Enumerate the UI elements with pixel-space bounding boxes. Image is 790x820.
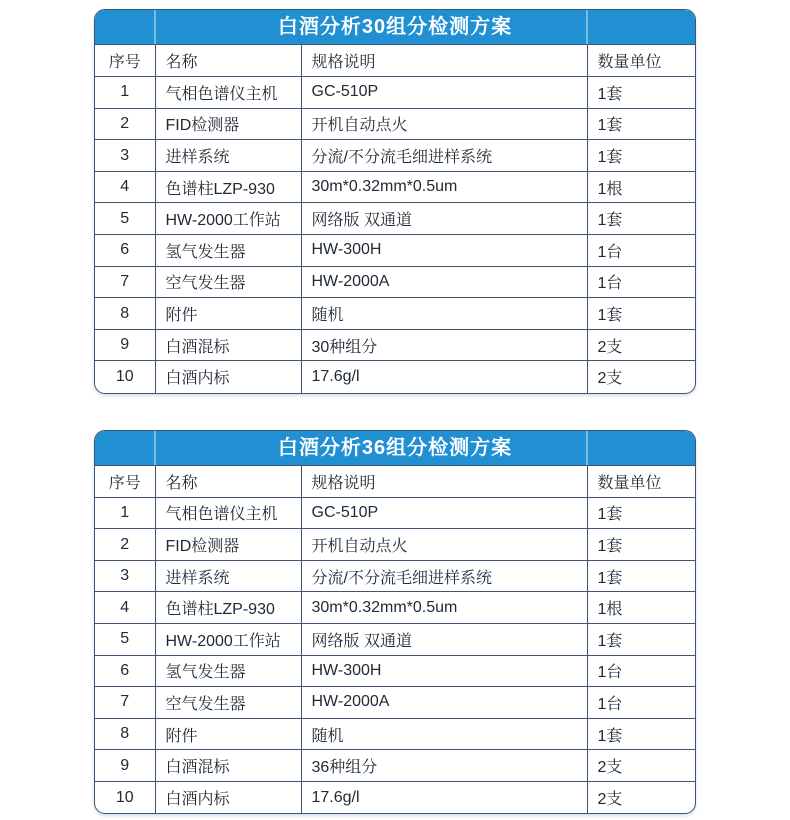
title-separator-line bbox=[586, 431, 588, 465]
table-row bbox=[95, 171, 696, 203]
table-cell: 进样系统 bbox=[155, 140, 301, 172]
table-cell: 4 bbox=[95, 171, 155, 203]
table-cell: FID检测器 bbox=[155, 529, 301, 561]
table-cell: 附件 bbox=[155, 298, 301, 330]
table-cell: 色谱柱LZP-930 bbox=[155, 592, 301, 624]
table-cell: 5 bbox=[95, 624, 155, 656]
table-row bbox=[95, 497, 696, 529]
column-header: 数量单位 bbox=[587, 466, 696, 498]
table-cell: 1台 bbox=[587, 655, 696, 687]
table-cell: 17.6g/l bbox=[301, 361, 587, 393]
table-cell: 4 bbox=[95, 592, 155, 624]
table-cell: 10 bbox=[95, 361, 155, 393]
table-cell: 气相色谱仪主机 bbox=[155, 497, 301, 529]
table-cell: 1台 bbox=[587, 266, 696, 298]
table-cell: 1套 bbox=[587, 529, 696, 561]
table-cell: 1套 bbox=[587, 77, 696, 109]
table-row bbox=[95, 77, 696, 109]
table-title: 白酒分析30组分检测方案 bbox=[277, 16, 513, 38]
table-cell: 2支 bbox=[587, 329, 696, 361]
table-cell: 7 bbox=[95, 687, 155, 719]
table-cell: FID检测器 bbox=[155, 108, 301, 140]
table-cell: 36种组分 bbox=[301, 750, 587, 782]
table-title-bar bbox=[95, 431, 695, 466]
table-cell: 空气发生器 bbox=[155, 266, 301, 298]
table-row bbox=[95, 108, 696, 140]
table-card-30-components bbox=[94, 9, 696, 394]
table-cell: 开机自动点火 bbox=[301, 529, 587, 561]
table-cell: 随机 bbox=[301, 298, 587, 330]
table-cell: 3 bbox=[95, 560, 155, 592]
table-row bbox=[95, 750, 696, 782]
table-row bbox=[95, 592, 696, 624]
table-cell: 1根 bbox=[587, 592, 696, 624]
table-row bbox=[95, 781, 696, 813]
table-cell: 2支 bbox=[587, 750, 696, 782]
table-cell: 网络版 双通道 bbox=[301, 624, 587, 656]
table-cell: 1套 bbox=[587, 497, 696, 529]
table-cell: 7 bbox=[95, 266, 155, 298]
table-cell: 1套 bbox=[587, 624, 696, 656]
column-header: 名称 bbox=[155, 466, 301, 498]
column-header: 序号 bbox=[95, 466, 155, 498]
table-card-36-components bbox=[94, 430, 696, 815]
table-cell: 氢气发生器 bbox=[155, 235, 301, 267]
table-cell: 2支 bbox=[597, 791, 623, 809]
table-title: 白酒分析36组分检测方案 bbox=[277, 436, 513, 459]
table-row bbox=[95, 235, 696, 267]
table-cell: 分流/不分流毛细进样系统 bbox=[301, 140, 587, 172]
table-row bbox=[95, 560, 696, 592]
table-title-bar bbox=[95, 10, 695, 45]
table-cell: 9 bbox=[95, 329, 155, 361]
table-cell: 1套 bbox=[587, 560, 696, 592]
table-cell: 2支 bbox=[597, 370, 623, 388]
spec-table-36 bbox=[95, 466, 696, 814]
column-header: 名称 bbox=[155, 45, 301, 77]
table-cell: 30m*0.32mm*0.5um bbox=[301, 592, 587, 624]
table-row bbox=[95, 266, 696, 298]
column-header-row bbox=[95, 45, 696, 77]
table-cell: 网络版 双通道 bbox=[301, 203, 587, 235]
table-row bbox=[95, 718, 696, 750]
table-cell: 2 bbox=[95, 529, 155, 561]
table-cell: 6 bbox=[95, 235, 155, 267]
column-header: 规格说明 bbox=[301, 45, 587, 77]
table-cell: GC-510P bbox=[301, 497, 587, 529]
table-cell: 6 bbox=[95, 655, 155, 687]
table-cell: 3 bbox=[95, 140, 155, 172]
table-row bbox=[95, 529, 696, 561]
table-cell: 色谱柱LZP-930 bbox=[155, 171, 301, 203]
table-cell: HW-300H bbox=[301, 235, 587, 267]
table-cell: 1 bbox=[95, 77, 155, 109]
table-cell: HW-2000A bbox=[301, 687, 587, 719]
table-cell: 5 bbox=[95, 203, 155, 235]
table-row bbox=[95, 624, 696, 656]
table-cell: 进样系统 bbox=[155, 560, 301, 592]
column-header: 序号 bbox=[95, 45, 155, 77]
column-header: 数量单位 bbox=[587, 45, 696, 77]
table-cell: 9 bbox=[95, 750, 155, 782]
table-cell: 1台 bbox=[587, 687, 696, 719]
table-cell: 白酒混标 bbox=[155, 329, 301, 361]
table-cell: 氢气发生器 bbox=[155, 655, 301, 687]
table-row bbox=[95, 329, 696, 361]
table-cell: 2 bbox=[95, 108, 155, 140]
table-cell: 1套 bbox=[587, 203, 696, 235]
table-cell: 分流/不分流毛细进样系统 bbox=[301, 560, 587, 592]
table-cell: HW-300H bbox=[301, 655, 587, 687]
table-cell: 10 bbox=[95, 781, 155, 813]
table-row bbox=[95, 655, 696, 687]
table-cell: 1套 bbox=[587, 718, 696, 750]
table-cell: 空气发生器 bbox=[155, 687, 301, 719]
title-separator-line bbox=[154, 10, 156, 44]
table-cell: 30m*0.32mm*0.5um bbox=[301, 171, 587, 203]
table-cell: 8 bbox=[95, 718, 155, 750]
column-header-row bbox=[95, 466, 696, 498]
column-header: 规格说明 bbox=[301, 466, 587, 498]
table-cell: GC-510P bbox=[301, 77, 587, 109]
spec-table-30 bbox=[95, 45, 696, 393]
table-cell: 白酒内标 bbox=[155, 361, 301, 393]
table-cell: 气相色谱仪主机 bbox=[155, 77, 301, 109]
table-cell: 1套 bbox=[587, 298, 696, 330]
table-cell: 1套 bbox=[587, 140, 696, 172]
table-cell: 1台 bbox=[587, 235, 696, 267]
table-cell: HW-2000工作站 bbox=[155, 203, 301, 235]
table-cell: 开机自动点火 bbox=[301, 108, 587, 140]
table-row bbox=[95, 203, 696, 235]
table-row bbox=[95, 140, 696, 172]
table-cell: 白酒混标 bbox=[155, 750, 301, 782]
table-cell: 1 bbox=[95, 497, 155, 529]
table-cell: 30种组分 bbox=[301, 329, 587, 361]
table-cell: HW-2000A bbox=[301, 266, 587, 298]
table-cell: 白酒内标 bbox=[155, 781, 301, 813]
table-cell: 随机 bbox=[301, 718, 587, 750]
table-cell: 17.6g/l bbox=[301, 781, 587, 813]
table-cell: 1根 bbox=[587, 171, 696, 203]
table-cell: HW-2000工作站 bbox=[155, 624, 301, 656]
table-cell: 8 bbox=[95, 298, 155, 330]
table-cell: 附件 bbox=[155, 718, 301, 750]
table-cell: 1套 bbox=[587, 108, 696, 140]
table-row bbox=[95, 687, 696, 719]
title-separator-line bbox=[586, 10, 588, 44]
table-row bbox=[95, 298, 696, 330]
table-row bbox=[95, 361, 696, 393]
title-separator-line bbox=[154, 431, 156, 465]
